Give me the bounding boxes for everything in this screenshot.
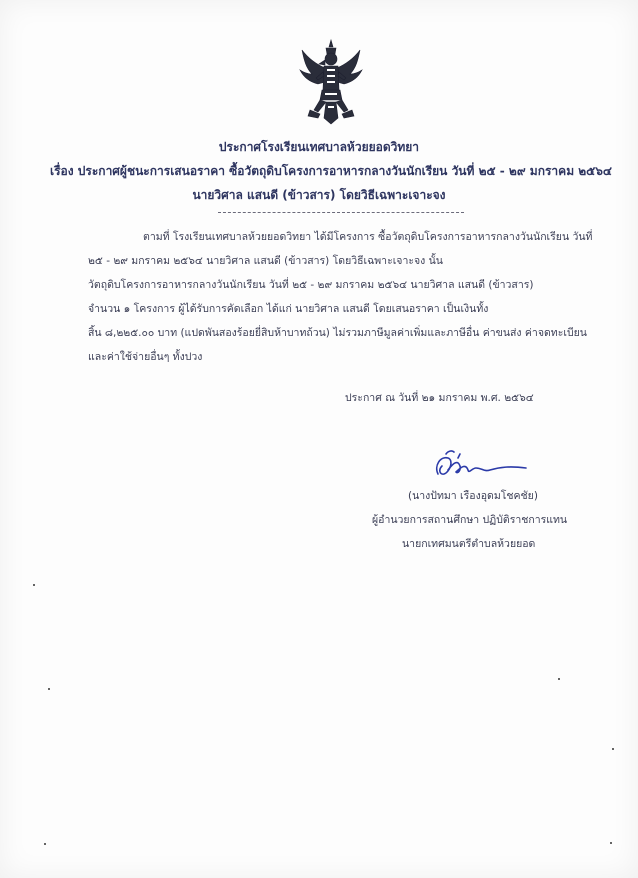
scan-speck [610, 842, 612, 844]
garuda-emblem-icon [298, 38, 364, 126]
announcement-title: ประกาศโรงเรียนเทศบาลห้วยยอดวิทยา [218, 140, 420, 154]
handwritten-signature [430, 448, 530, 484]
subject-line-continued: นายวิศาล แสนดี (ข้าวสาร) โดยวิธีเฉพาะเจาะจง [192, 188, 446, 202]
body-paragraph-line: ๒๕ - ๒๙ มกราคม ๒๕๖๔ นายวิศาล แสนดี (ข้าวสาร) โดยวิธีเฉพาะเจาะจง นั้น [88, 255, 443, 267]
scan-speck [44, 843, 46, 845]
scan-speck [48, 688, 50, 690]
body-paragraph-line: จำนวน ๑ โครงการ ผู้ได้รับการคัดเลือก ได้แก่ นายวิศาล แสนดี โดยเสนอราคา เป็นเงินทั้ง [88, 303, 489, 315]
scan-speck [612, 748, 614, 750]
body-paragraph-line: ตามที่ โรงเรียนเทศบาลห้วยยอดวิทยา ได้มีโครงการ ซื้อวัตถุดิบโครงการอาหารกลางวันนักเรียน วันที่ [143, 231, 593, 243]
signatory-position-continued: นายกเทศมนตรีตำบลห้วยยอด [402, 538, 536, 550]
body-paragraph-line: วัตถุดิบโครงการอาหารกลางวันนักเรียน วันที่ ๒๕ - ๒๙ มกราคม ๒๕๖๔ นายวิศาล แสนดี (ข้าวสาร) [88, 279, 534, 291]
scan-speck [558, 678, 560, 680]
signatory-position: ผู้อำนวยการสถานศึกษา ปฏิบัติราชการแทน [372, 514, 568, 526]
title-divider [218, 212, 464, 213]
announcement-date: ประกาศ ณ วันที่ ๒๑ มกราคม พ.ศ. ๒๕๖๔ [345, 392, 534, 404]
body-paragraph-line: และค่าใช้จ่ายอื่นๆ ทั้งปวง [88, 351, 203, 363]
body-paragraph-line: สิ้น ๘,๒๒๕.๐๐ บาท (แปดพันสองร้อยยี่สิบห้าบาทถ้วน) ไม่รวมภาษีมูลค่าเพิ่มและภาษีอื่น ค่าขนส่ง ค่าจดทะเบียน [88, 327, 587, 339]
signatory-name: (นางปัทมา เรืองอุดมโชคชัย) [408, 490, 538, 502]
scan-speck [33, 584, 35, 586]
subject-line: เรื่อง ประกาศผู้ชนะการเสนอราคา ซื้อวัตถุดิบโครงการอาหารกลางวันนักเรียน วันที่ ๒๕ - ๒๙ มกราคม ๒๕๖๔ [50, 164, 612, 178]
